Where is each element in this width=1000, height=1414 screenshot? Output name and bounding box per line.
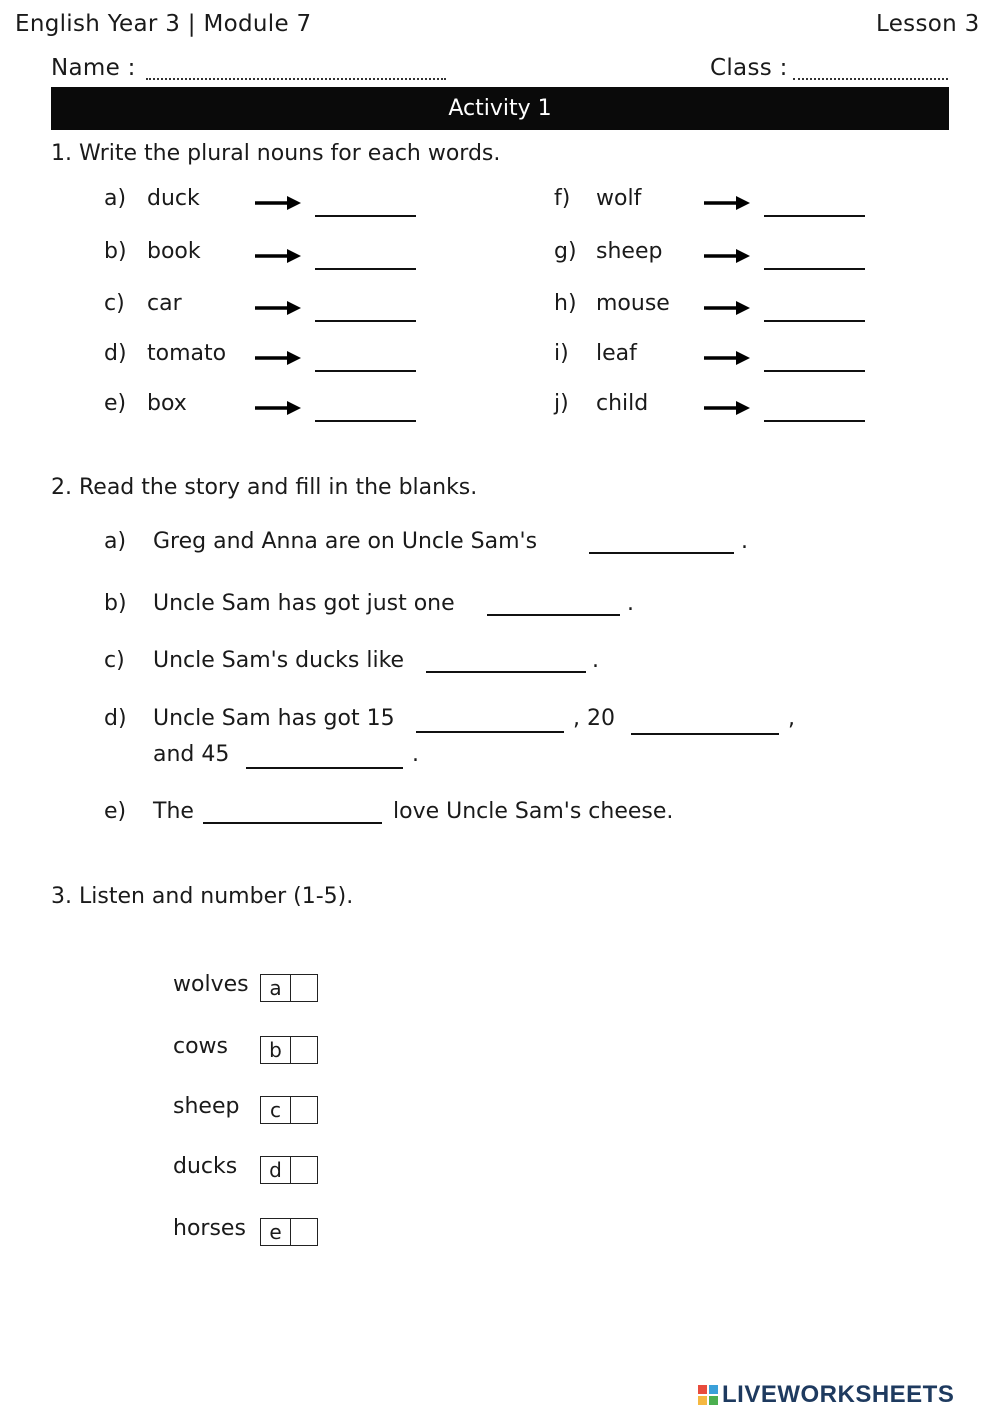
q3-answer-box[interactable] — [260, 1218, 318, 1246]
q2-letter-a: a) — [104, 529, 127, 554]
q2-blank-d2[interactable] — [631, 733, 779, 735]
q2-text-d1: Uncle Sam has got 15 — [153, 706, 395, 731]
q1-word: wolf — [596, 186, 642, 211]
q1-word: box — [147, 391, 187, 416]
q3-animal-word: horses — [173, 1216, 246, 1241]
q1-letter: b) — [104, 239, 127, 264]
lesson-label: Lesson 3 — [876, 11, 980, 37]
q1-letter: g) — [554, 239, 577, 264]
q1-word: book — [147, 239, 201, 264]
q1-letter: i) — [554, 341, 569, 366]
q1-answer-blank[interactable] — [764, 420, 865, 422]
q2-end-d: . — [412, 742, 419, 767]
q2-letter-b: b) — [104, 591, 127, 616]
arrow-right-icon — [255, 301, 301, 315]
brand-name: LIVEWORKSHEETS — [722, 1381, 955, 1408]
arrow-right-icon — [704, 301, 750, 315]
q2-letter-c: c) — [104, 648, 125, 673]
q1-answer-blank[interactable] — [315, 268, 416, 270]
q1-letter: a) — [104, 186, 127, 211]
q2-end-c: . — [592, 648, 599, 673]
q3-answer-box[interactable] — [260, 1096, 318, 1124]
arrow-right-icon — [255, 401, 301, 415]
q2-letter-e: e) — [104, 799, 127, 824]
q1-answer-blank[interactable] — [315, 215, 416, 217]
q3-answer-box[interactable] — [260, 1036, 318, 1064]
arrow-right-icon — [255, 351, 301, 365]
activity-banner: Activity 1 — [51, 87, 949, 130]
q3-animal-word: wolves — [173, 972, 249, 997]
q1-letter: e) — [104, 391, 127, 416]
q1-answer-blank[interactable] — [764, 320, 865, 322]
q3-box-letter: b — [261, 1037, 291, 1063]
arrow-right-icon — [704, 351, 750, 365]
q3-answer-box[interactable] — [260, 974, 318, 1002]
question-3-title: 3. Listen and number (1-5). — [51, 884, 354, 909]
q1-word: child — [596, 391, 649, 416]
q1-answer-blank[interactable] — [764, 215, 865, 217]
q2-text-a: Greg and Anna are on Uncle Sam's — [153, 529, 538, 554]
arrow-right-icon — [704, 196, 750, 210]
liveworksheets-logo — [698, 1382, 954, 1408]
q1-letter: f) — [554, 186, 571, 211]
q2-text-c: Uncle Sam's ducks like — [153, 648, 405, 673]
q2-text-e2: love Uncle Sam's cheese. — [393, 799, 674, 824]
arrow-right-icon — [255, 249, 301, 263]
q1-word: duck — [147, 186, 200, 211]
q1-answer-blank[interactable] — [764, 370, 865, 372]
q1-answer-blank[interactable] — [764, 268, 865, 270]
q2-text-b: Uncle Sam has got just one — [153, 591, 455, 616]
q3-box-letter: e — [261, 1219, 291, 1245]
arrow-right-icon — [704, 249, 750, 263]
q2-blank-a[interactable] — [589, 552, 734, 554]
name-field[interactable] — [146, 77, 446, 80]
q2-blank-d1[interactable] — [416, 731, 564, 733]
q2-text-d3: , — [788, 706, 795, 731]
q1-word: mouse — [596, 291, 670, 316]
q1-word: sheep — [596, 239, 663, 264]
q2-blank-d3[interactable] — [246, 767, 403, 769]
q3-animal-word: ducks — [173, 1154, 238, 1179]
q3-answer-box[interactable] — [260, 1156, 318, 1184]
question-1-title: 1. Write the plural nouns for each words. — [51, 141, 501, 166]
q3-box-letter: d — [261, 1157, 291, 1183]
q2-end-a: . — [741, 529, 748, 554]
q1-letter: h) — [554, 291, 577, 316]
q1-letter: d) — [104, 341, 127, 366]
q3-box-letter: a — [261, 975, 291, 1001]
question-2-title: 2. Read the story and fill in the blanks. — [51, 475, 478, 500]
module-title: English Year 3 | Module 7 — [15, 11, 312, 37]
q2-letter-d: d) — [104, 706, 127, 731]
class-label: Class : — [710, 55, 788, 81]
logo-grid-icon — [698, 1385, 718, 1405]
q2-blank-e[interactable] — [203, 822, 382, 824]
q3-animal-word: cows — [173, 1034, 229, 1059]
q3-box-letter: c — [261, 1097, 291, 1123]
q2-text-d4: and 45 — [153, 742, 230, 767]
q1-answer-blank[interactable] — [315, 420, 416, 422]
q1-word: car — [147, 291, 182, 316]
q1-word: tomato — [147, 341, 227, 366]
q1-letter: c) — [104, 291, 125, 316]
class-field[interactable] — [793, 77, 948, 80]
q2-text-d2: , 20 — [573, 706, 615, 731]
q1-word: leaf — [596, 341, 637, 366]
q1-answer-blank[interactable] — [315, 370, 416, 372]
name-label: Name : — [51, 55, 136, 81]
q3-animal-word: sheep — [173, 1094, 240, 1119]
q2-end-b: . — [627, 591, 634, 616]
q2-blank-b[interactable] — [487, 614, 620, 616]
arrow-right-icon — [704, 401, 750, 415]
q2-blank-c[interactable] — [426, 671, 586, 673]
q1-letter: j) — [554, 391, 569, 416]
q2-text-e1: The — [153, 799, 194, 824]
arrow-right-icon — [255, 196, 301, 210]
q1-answer-blank[interactable] — [315, 320, 416, 322]
